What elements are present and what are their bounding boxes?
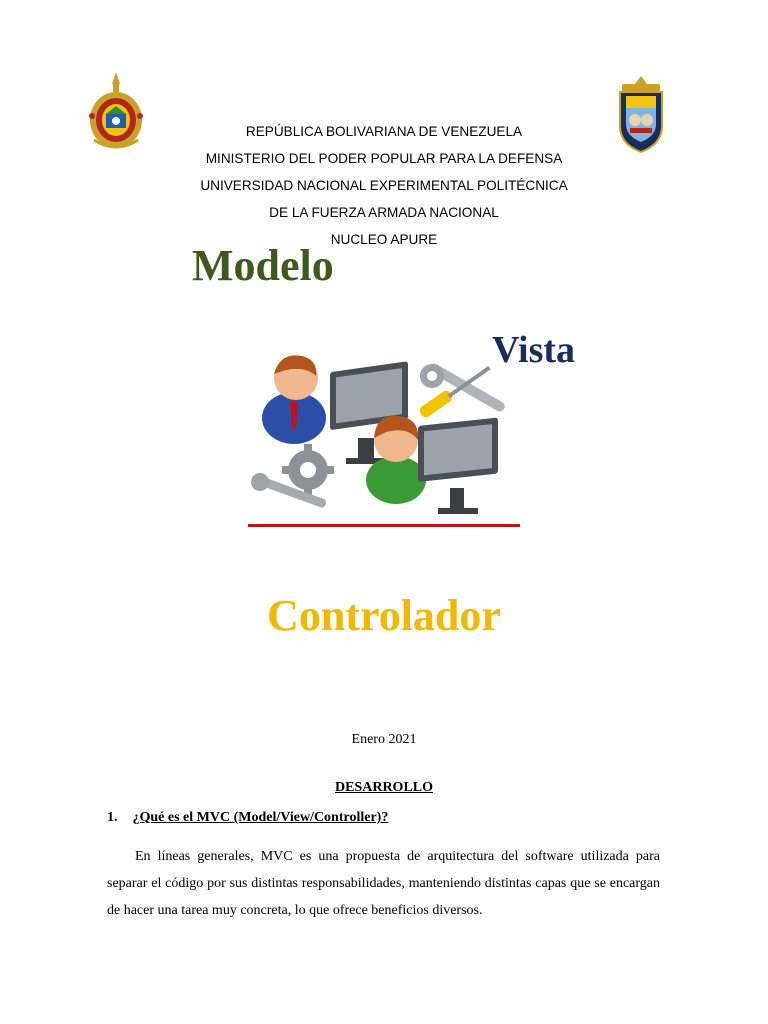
header-line-armed-force: DE LA FUERZA ARMADA NACIONAL bbox=[269, 205, 499, 220]
developers-illustration bbox=[246, 340, 522, 532]
divider-line bbox=[248, 524, 520, 527]
header-line-ministry: MINISTERIO DEL PODER POPULAR PARA LA DEFENSA bbox=[205, 151, 563, 166]
monitor-icon bbox=[418, 418, 498, 514]
section-title: DESARROLLO bbox=[334, 780, 434, 795]
question-text: ¿Qué es el MVC (Model/View/Controller)? bbox=[132, 810, 389, 825]
header-line-campus: NUCLEO APURE bbox=[330, 232, 438, 247]
question-number: 1. bbox=[107, 810, 118, 825]
question-heading bbox=[107, 810, 388, 826]
title-vista: Vista bbox=[492, 329, 576, 371]
institution-header bbox=[0, 121, 768, 256]
document-date: Enero 2021 bbox=[351, 732, 417, 747]
header-line-university: UNIVERSIDAD NACIONAL EXPERIMENTAL POLITÉCNICA bbox=[200, 178, 568, 193]
title-controlador: Controlador bbox=[267, 591, 501, 640]
user-avatar-male-icon bbox=[262, 355, 326, 444]
title-modelo: Modelo bbox=[192, 241, 334, 290]
header-line-country: REPÚBLICA BOLIVARIANA DE VENEZUELA bbox=[245, 124, 523, 139]
body-paragraph: En líneas generales, MVC es una propuesta de arquitectura del software utilizada para separar el código por sus distintas responsabilidades, manteniendo distintas capas que se encargan de hacer una tarea muy concreta, lo que ofrece beneficios diversos. bbox=[107, 849, 660, 918]
